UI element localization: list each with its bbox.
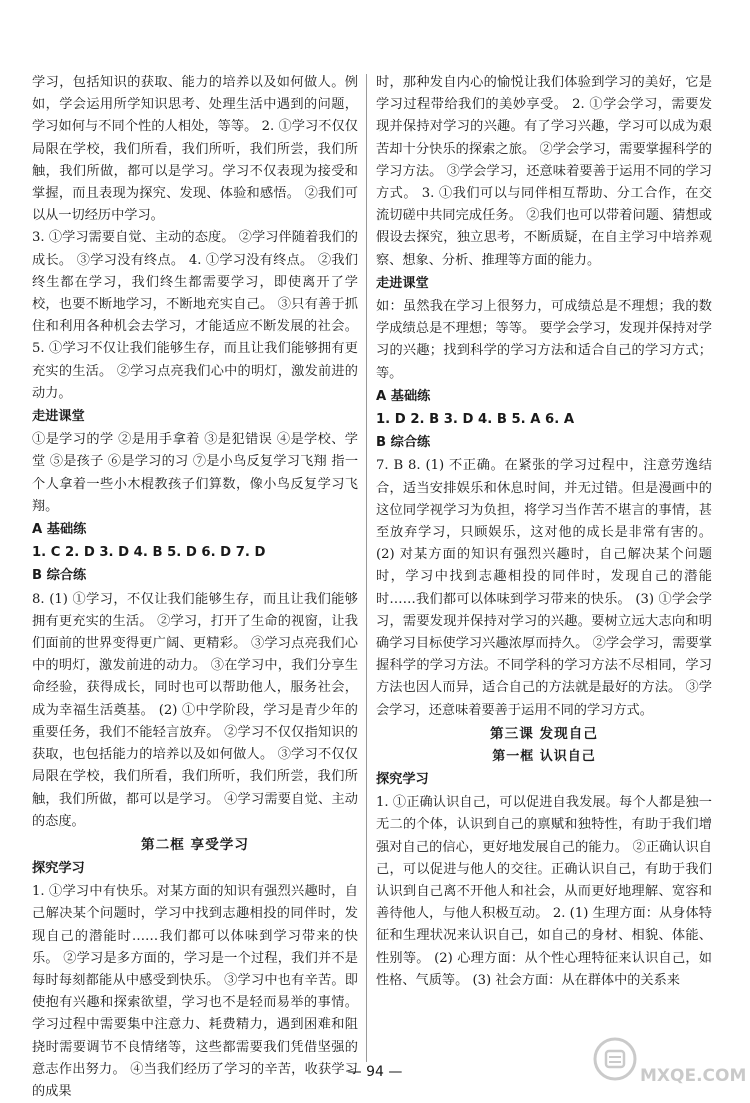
column-divider [366, 74, 367, 1062]
heading-basic-practice: A 基础练 [32, 522, 87, 538]
heading-comprehensive-practice: B 综合练 [32, 568, 87, 584]
left-paragraph-4: 8. (1) ①学习，不仅让我们能够生存，而且让我们能够拥有更充实的生活。 ②学习，打开了生命的视窗，让我们面前的世界变得更广阔、更精彩。 ③学习点亮我们心中的明灯，激发前进的动力。 ③在学习中，我们分享生命经验，获得成长，同时也可以帮助他人，服务社会，成为幸福生活奠基。 (2) ①中学阶段，学习是青少年的重要任务，我们不能轻言放弃。 ②学习不仅仅指知识的获取，也包括能力的培养以及如何做人。 ③学习不仅仅局限在学校，我们所看，我们所听，我们所尝，我们所触，我们所做，都可以是学习。 ④学习需要自觉、主动的态度。 [32, 591, 358, 829]
left-paragraph-3: ①是学习的学 ②是用手拿着 ③是犯错误 ④是学校、学堂 ⑤是孩子 ⑥是学习的习 ⑦是小鸟反复学习飞翔 指一个人拿着一些小木棍教孩子们算数，像小鸟反复学习飞翔。 [32, 432, 358, 514]
heading-zoujin-ketang-2: 走进课堂 [376, 275, 429, 291]
section-title-enjoy-learning: 第二框 享受学习 [141, 836, 249, 853]
right-paragraph-2: 如：虽然我在学习上很努力，可成绩总是不理想；我的数学成绩总是不理想；等等。 要学会学习，发现并保持对学习的兴趣；找到科学的学习方法和适合自己的学习方式；等。 [376, 299, 712, 381]
right-paragraph-4: 1. ①正确认识自己，可以促进自我发展。每个人都是独一无二的个体，认识到自己的禀赋和独特性，有助于我们增强对自己的信心，更好地发展自己的能力。 ②正确认识自己，可以促进与他人的交往。正确认识自己，有助于我们认识到自己离不开他人和社会，从而更好地理解、宽容和善待他人，与他人积极互动。 2. (1) 生理方面：从身体特征和生理状况来认识自己，如自己的身材、相貌、体能、性别等。 (2) 心理方面：从个性心理特征来认识自己，如性格、气质等。 (3) 社会方面：从在群体中的关系来 [376, 795, 712, 988]
basic-practice-answers-2: 1. D 2. B 3. D 4. B 5. A 6. A [376, 412, 575, 428]
heading-explore-learning-2: 探究学习 [376, 771, 429, 787]
basic-practice-answers: 1. C 2. D 3. D 4. B 5. D 6. D 7. D [32, 545, 266, 561]
watermark-seal-icon [592, 1036, 638, 1082]
right-column [376, 72, 712, 1062]
lesson-title-discover-self: 第三课 发现自己 [490, 725, 598, 742]
right-paragraph-1: 时，那种发自内心的愉悦让我们体验到学习的美好，它是学习过程带给我们的美妙享受。 2. ①学会学习，需要发现并保持对学习的兴趣。有了学习兴趣，学习可以成为艰苦却十分快乐的探索之旅。 ②学会学习，需要掌握科学的学习方法。 ③学会学习，还意味着要善于运用不同的学习方式。 3. ①我们可以与同伴相互帮助、分工合作，在交流切磋中共同完成任务。 ②我们也可以带着问题、猜想或假设去探究，独立思考，不断质疑，在自主学习中培养观察、想象、分析、推理等方面的能力。 [376, 75, 712, 268]
watermark-text: MXQE.COM [640, 1066, 747, 1086]
watermark [592, 1036, 747, 1090]
left-paragraph-1: 学习，包括知识的获取、能力的培养以及如何做人。例如，学会运用所学知识思考、处理生活中遇到的问题，学习如何与不同个性的人相处，等等。 2. ①学习不仅仅局限在学校，我们所看，我们所听，我们所尝，我们所触，我们所做，都可以是学习。学习不仅表现为接受和掌握，而且表现为探究、发现、体验和感悟。 ②我们可以从一切经历中学习。 [32, 75, 358, 224]
left-paragraph-2: 3. ①学习需要自觉、主动的态度。 ②学习伴随着我们的成长。 ③学习没有终点。 4. ①学习没有终点。 ②我们终生都在学习，我们终生都需要学习，即使离开了学校，也要不断地学习，不断地充实自己。 ③只有善于抓住和利用各种机会去学习，才能适应不断发展的社会。 5. ①学习不仅让我们能够生存，而且让我们能够拥有更充实的生活。 ②学习点亮我们心中的明灯，激发前进的动力。 [32, 230, 358, 401]
heading-comprehensive-practice-2: B 综合练 [376, 435, 431, 451]
heading-explore-learning: 探究学习 [32, 860, 85, 876]
heading-zoujin-ketang: 走进课堂 [32, 409, 85, 425]
page-number: — 94 — [347, 1064, 403, 1080]
heading-basic-practice-2: A 基础练 [376, 388, 431, 404]
left-column [32, 72, 358, 1099]
section-title-know-self: 第一框 认识自己 [492, 748, 596, 764]
right-paragraph-3: 7. B 8. (1) 不正确。在紧张的学习过程中，注意劳逸结合，适当安排娱乐和休息时间，并无过错。但是漫画中的这位同学视学习为负担，将学习当作苦不堪言的事情，甚至放弃学习，只顾娱乐，这对他的成长是非常有害的。 (2) 对某方面的知识有强烈兴趣时，自己解决某个问题时，学习中找到志趣相投的同伴时，发现自己的潜能时……我们都可以体味到学习带来的快乐。 (3) ①学会学习，需要发现并保持对学习的兴趣。要树立远大志向和明确学习目标使学习兴趣浓厚而持久。 ②学会学习，需要掌握科学的学习方法。不同学科的学习方法不尽相同，学习方法也因人而异，适合自己的方法就是最好的方法。 ③学会学习，还意味着要善于运用不同的学习方式。 [376, 458, 712, 718]
left-paragraph-5: 1. ①学习中有快乐。对某方面的知识有强烈兴趣时，自己解决某个问题时，学习中找到志趣相投的同伴时，发现自己的潜能时……我们都可以体味到学习带来的快乐。 ②学习是多方面的，学习是一个过程，我们并不是每时每刻都能从中感受到快乐。 ③学习中也有辛苦。即使抱有兴趣和探索欲望，学习也不是轻而易举的事情。学习过程中需要集中注意力、耗费精力，遇到困难和阻挠时需要调节不良情绪等，这些都需要我们凭借坚强的意志作出努力。 ④当我们经历了学习的辛苦，收获学习的成果 [32, 884, 358, 1099]
